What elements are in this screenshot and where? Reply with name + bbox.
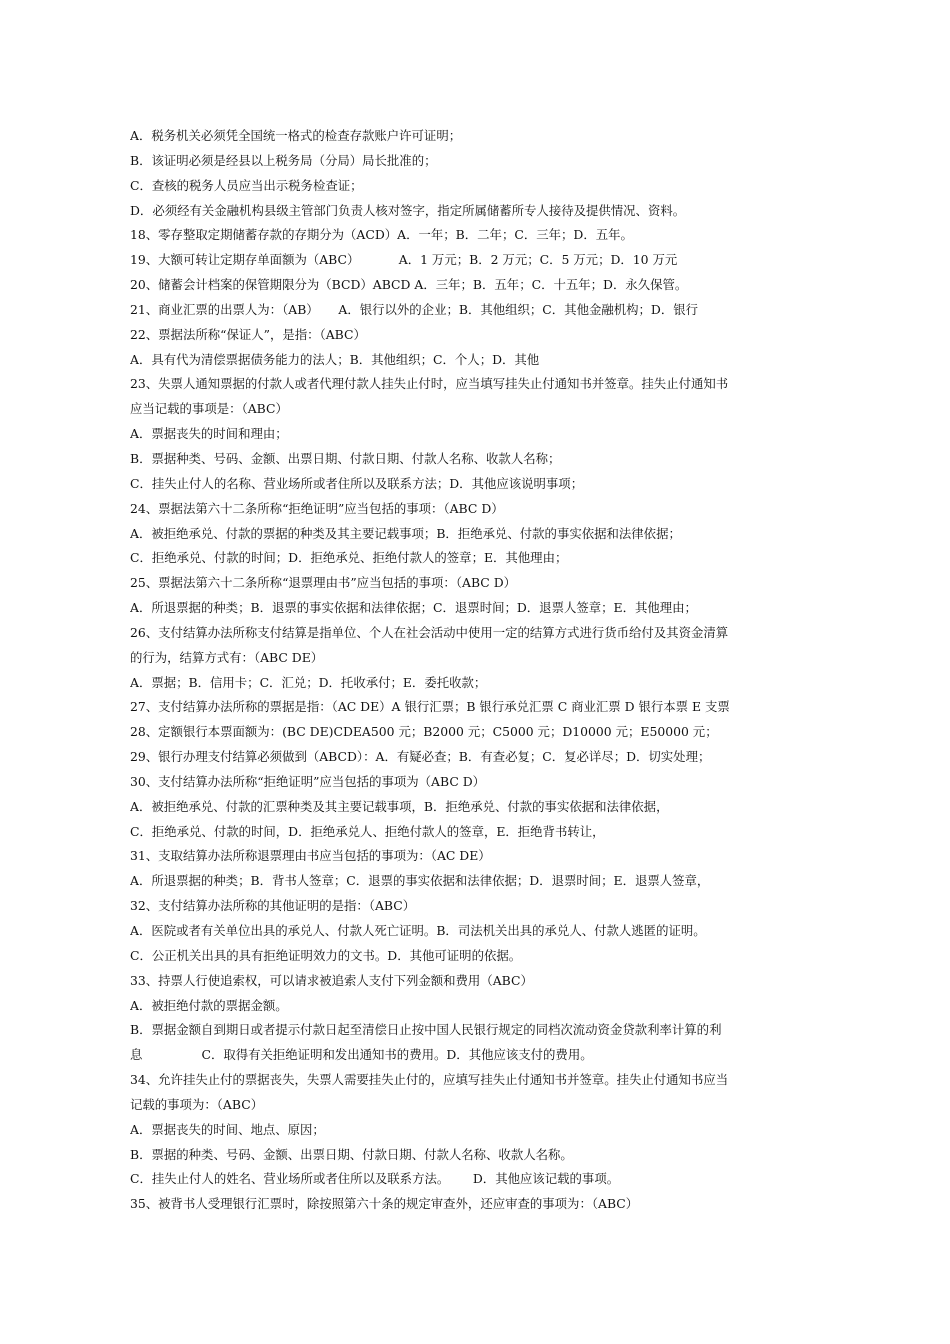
text-line: 23、失票人通知票据的付款人或者代理付款人挂失止付时，应当填写挂失止付通知书并签章。挂失止付通知书 [130,376,729,392]
text-line: 27、支付结算办法所称的票据是指：（AC DE）A 银行汇票；B 银行承兑汇票 C 商业汇票 D 银行本票 E 支票 [130,699,730,715]
text-line: 25、票据法第六十二条所称“退票理由书”应当包括的事项：（ABC D） [130,575,517,591]
document-page [130,124,830,1217]
text-line: 35、被背书人受理银行汇票时，除按照第六十条的规定审查外，还应审查的事项为：（ABC） [130,1196,639,1212]
text-line: 24、票据法第六十二条所称“拒绝证明”应当包括的事项：（ABC D） [130,500,504,516]
text-line: C．公正机关出具的具有拒绝证明效力的文书。D．其他可证明的依据。 [130,947,522,963]
text-line: 29、银行办理支付结算必须做到（ABCD）：A．有疑必查；B．有查必复；C．复必详尽；D．切实处理； [130,749,711,765]
text-line: B．票据金额自到期日或者提示付款日起至清偿日止按中国人民银行规定的同档次流动资金贷款利率计算的利 [130,1022,722,1038]
text-line: 31、支取结算办法所称退票理由书应当包括的事项为：（AC DE） [130,848,491,864]
text-line: C．查核的税务人员应当出示税务检查证； [130,177,363,193]
text-line: 26、支付结算办法所称支付结算是指单位、个人在社会活动中使用一定的结算方式进行货币给付及其资金清算 [130,624,729,640]
text-line: C．挂失止付人的姓名、营业场所或者住所以及联系方法。 D．其他应该记载的事项。 [130,1171,620,1187]
text-line: A．票据；B．信用卡；C．汇兑；D．托收承付；E．委托收款； [130,674,487,690]
text-line: A．所退票据的种类；B．背书人签章；C．退票的事实依据和法律依据；D．退票时间；E．退票人签章， [130,873,710,889]
text-line: B．票据的种类、号码、金额、出票日期、付款日期、付款人名称、收款人名称。 [130,1146,573,1162]
text-line: B．该证明必须是经县以上税务局（分局）局长批准的； [130,152,437,168]
text-line: 22、票据法所称“保证人”，是指：（ABC） [130,326,366,342]
text-line: 18、零存整取定期储蓄存款的存期分为（ACD）A．一年；B．二年；C．三年；D．五年。 [130,227,633,243]
text-line: A．被拒绝承兑、付款的汇票种类及其主要记载事项，B．拒绝承兑、付款的事实依据和法律依据， [130,798,669,814]
text-line: 应当记载的事项是：（ABC） [130,401,288,417]
text-line: A．票据丧失的时间、地点、原因； [130,1121,325,1137]
text-line: A．所退票据的种类；B．退票的事实依据和法律依据；C．退票时间；D．退票人签章；E．其他理由； [130,600,697,616]
text-line: B．票据种类、号码、金额、出票日期、付款日期、付款人名称、收款人名称； [130,450,561,466]
text-line: A．医院或者有关单位出具的承兑人、付款人死亡证明。B．司法机关出具的承兑人、付款人逃匿的证明。 [130,923,706,938]
text-line: A．票据丧失的时间和理由； [130,426,288,442]
text-line: A．被拒绝承兑、付款的票据的种类及其主要记载事项；B．拒绝承兑、付款的事实依据和法律依据； [130,525,681,541]
text-line: 30、支付结算办法所称“拒绝证明”应当包括的事项为（ABC D） [130,773,486,789]
text-line: D．必须经有关金融机构县级主管部门负责人核对签字，指定所属储蓄所专人接待及提供情况、资料。 [130,202,686,218]
text-line: 34、允许挂失止付的票据丧失，失票人需要挂失止付的，应填写挂失止付通知书并签章。挂失止付通知书应当 [130,1072,729,1088]
text-line: 20、储蓄会计档案的保管期限分为（BCD）ABCD A．三年；B．五年；C．十五年；D．永久保管。 [130,277,688,293]
text-line: C．挂失止付人的名称、营业场所或者住所以及联系方法；D．其他应该说明事项； [130,475,584,491]
text-line: 的行为，结算方式有：（ABC DE） [130,649,324,665]
text-line: 19、大额可转让定期存单面额为（ABC） A．1 万元；B．2 万元；C．5 万元；D．10 万元 [130,252,678,268]
text-line: 记载的事项为：（ABC） [130,1096,264,1112]
text-line: 28、定额银行本票面额为：(BC DE)CDEA500 元；B2000 元；C5000 元；D10000 元；E50000 元； [130,724,718,740]
text-line: 21、商业汇票的出票人为：（AB） A．银行以外的企业；B．其他组织；C．其他金融机构；D．银行 [130,301,699,317]
text-line: C．拒绝承兑、付款的时间，D．拒绝承兑人、拒绝付款人的签章，E．拒绝背书转让， [130,823,605,839]
text-line: A．被拒绝付款的票据金额。 [130,997,288,1013]
text-line: 32、支付结算办法所称的其他证明的是指：（ABC） [130,898,416,914]
text-line: 33、持票人行使追索权，可以请求被追索人支付下列金额和费用（ABC） [130,972,533,988]
text-line: C．拒绝承兑、付款的时间；D．拒绝承兑、拒绝付款人的签章；E．其他理由； [130,550,568,566]
text-line: 息 C．取得有关拒绝证明和发出通知书的费用。D．其他应该支付的费用。 [130,1047,593,1063]
text-line: A．税务机关必须凭全国统一格式的检查存款账户许可证明； [130,128,462,143]
text-line: A．具有代为清偿票据债务能力的法人；B．其他组织；C．个人；D．其他 [130,351,540,367]
